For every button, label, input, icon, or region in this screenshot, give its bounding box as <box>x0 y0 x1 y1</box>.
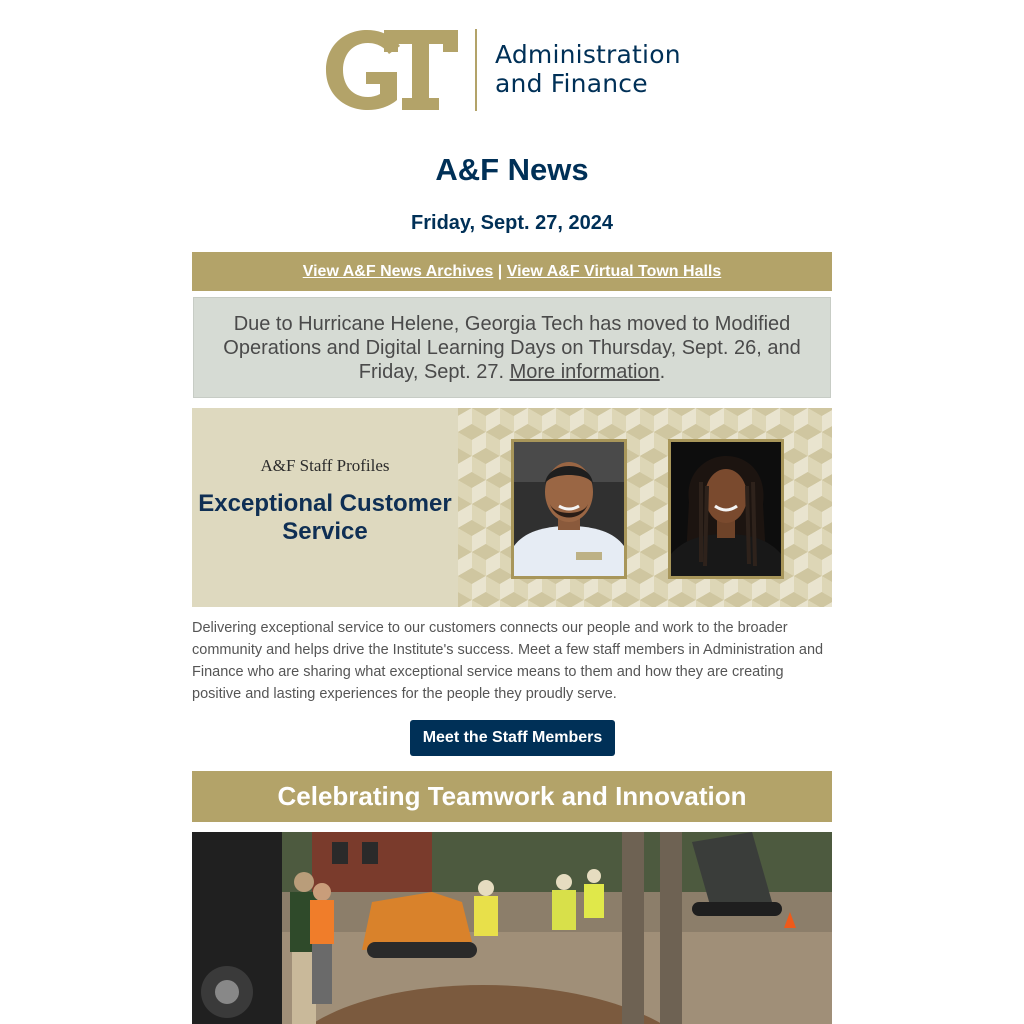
staff-portrait-icon <box>514 442 624 576</box>
more-information-link[interactable]: More information <box>509 361 660 383</box>
banner-kicker: A&F Staff Profiles <box>260 456 390 475</box>
town-halls-link[interactable]: View A&F Virtual Town Halls <box>506 263 722 280</box>
af-logo <box>322 26 682 116</box>
logo-divider <box>475 29 477 111</box>
banner-heading: Exceptional Customer Service <box>198 490 452 545</box>
hurricane-alert <box>193 297 831 398</box>
archives-link[interactable]: View A&F News Archives <box>302 263 494 280</box>
link-separator: | <box>497 263 503 280</box>
logo-line-1: Administration <box>495 40 681 69</box>
feature-body-text: Delivering exceptional service to our customers connects our people and work to the broader community and helps drive the Institute's success. Meet a few staff members in Administration and Finance who are sharing what exceptional service means to them and how they are creating positive and lasting experiences for the people they proudly serve. <box>192 620 824 702</box>
logo-line-2: and Finance <box>495 69 648 98</box>
meet-staff-button[interactable]: Meet the Staff Members <box>410 720 615 756</box>
staff-photo-2 <box>668 439 784 579</box>
section-heading-bar: Celebrating Teamwork and Innovation <box>192 771 832 822</box>
alert-period: . <box>659 361 666 383</box>
newsletter-title: A&F News <box>435 152 589 187</box>
newsletter-date: Friday, Sept. 27, 2024 <box>411 212 613 234</box>
archive-links-bar <box>192 252 832 291</box>
construction-photo[interactable] <box>192 832 832 1024</box>
banner-photo-panel <box>458 408 832 607</box>
banner-text-panel <box>192 408 458 607</box>
logo-wordmark <box>495 40 681 98</box>
staff-profiles-banner[interactable] <box>192 408 832 607</box>
construction-scene-icon <box>192 832 832 1024</box>
alert-text: Due to Hurricane Helene, Georgia Tech has moved to Modified Operations and Digital Learning Days on Thursday, Sept. 26, and Friday, Sept. 27. <box>223 313 801 383</box>
staff-photo-1 <box>511 439 627 579</box>
gt-logo-icon <box>322 26 462 114</box>
staff-portrait-icon <box>671 442 781 576</box>
